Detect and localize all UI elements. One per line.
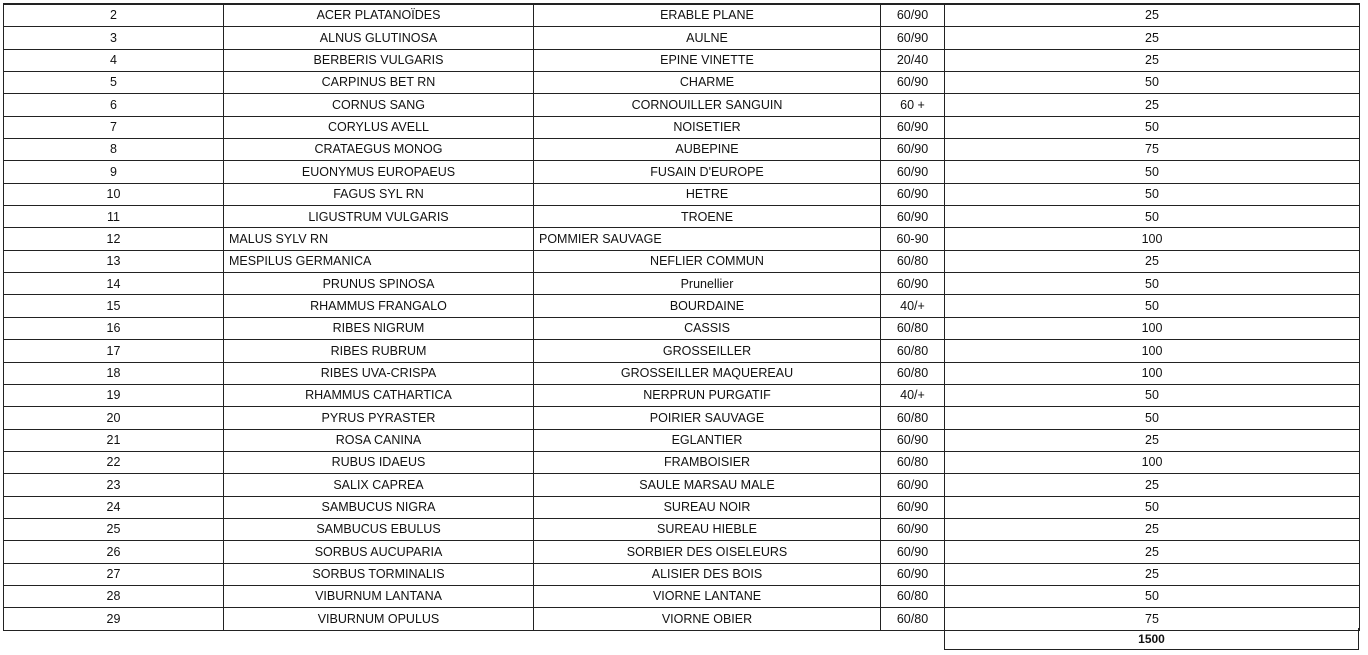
latin-name-cell[interactable]: RHAMMUS CATHARTICA xyxy=(224,384,534,406)
quantity-cell[interactable]: 50 xyxy=(945,183,1360,205)
latin-name-cell[interactable]: MALUS SYLV RN xyxy=(224,228,534,250)
table-row xyxy=(4,273,1360,295)
quantity-cell[interactable]: 25 xyxy=(945,518,1360,540)
row-number-cell[interactable]: 18 xyxy=(4,362,224,384)
size-cell[interactable]: 60 + xyxy=(881,94,945,116)
common-name-cell[interactable]: POIRIER SAUVAGE xyxy=(534,407,881,429)
row-number-cell[interactable]: 16 xyxy=(4,317,224,339)
row-number-cell[interactable]: 13 xyxy=(4,250,224,272)
quantity-cell[interactable]: 25 xyxy=(945,563,1360,585)
common-name-cell[interactable]: BOURDAINE xyxy=(534,295,881,317)
quantity-cell[interactable]: 100 xyxy=(945,362,1360,384)
row-number-cell[interactable]: 25 xyxy=(4,518,224,540)
table-row xyxy=(4,407,1360,429)
common-name-cell[interactable]: CORNOUILLER SANGUIN xyxy=(534,94,881,116)
size-cell[interactable]: 60/90 xyxy=(881,563,945,585)
size-cell[interactable]: 60/90 xyxy=(881,116,945,138)
size-cell[interactable]: 60/80 xyxy=(881,407,945,429)
row-number-cell[interactable]: 23 xyxy=(4,474,224,496)
latin-name-cell[interactable]: RIBES RUBRUM xyxy=(224,340,534,362)
latin-name-cell[interactable]: RUBUS IDAEUS xyxy=(224,451,534,473)
row-number-cell[interactable]: 26 xyxy=(4,541,224,563)
row-number-cell[interactable]: 9 xyxy=(4,161,224,183)
table-row xyxy=(4,474,1360,496)
common-name-cell[interactable]: ERABLE PLANE xyxy=(534,5,881,27)
latin-name-cell[interactable]: RHAMMUS FRANGALO xyxy=(224,295,534,317)
latin-name-cell[interactable]: CARPINUS BET RN xyxy=(224,72,534,94)
row-number-cell[interactable]: 21 xyxy=(4,429,224,451)
size-cell[interactable]: 40/+ xyxy=(881,384,945,406)
table-row xyxy=(4,27,1360,49)
size-cell[interactable]: 60/90 xyxy=(881,541,945,563)
table-row xyxy=(4,116,1360,138)
table-row xyxy=(4,183,1360,205)
table-row xyxy=(4,139,1360,161)
common-name-cell[interactable]: ALISIER DES BOIS xyxy=(534,563,881,585)
common-name-cell[interactable]: EPINE VINETTE xyxy=(534,49,881,71)
row-number-cell[interactable]: 20 xyxy=(4,407,224,429)
quantity-cell[interactable]: 50 xyxy=(945,206,1360,228)
common-name-cell[interactable]: SUREAU HIEBLE xyxy=(534,518,881,540)
table-row xyxy=(4,340,1360,362)
common-name-cell[interactable]: VIORNE LANTANE xyxy=(534,585,881,607)
quantity-cell[interactable]: 50 xyxy=(945,273,1360,295)
plant-order-table xyxy=(3,4,1360,631)
quantity-cell[interactable]: 50 xyxy=(945,384,1360,406)
size-cell[interactable]: 40/+ xyxy=(881,295,945,317)
common-name-cell[interactable]: FUSAIN D'EUROPE xyxy=(534,161,881,183)
common-name-cell[interactable]: CHARME xyxy=(534,72,881,94)
row-number-cell[interactable]: 19 xyxy=(4,384,224,406)
row-number-cell[interactable]: 17 xyxy=(4,340,224,362)
table-row xyxy=(4,161,1360,183)
table-row xyxy=(4,541,1360,563)
size-cell[interactable]: 60/90 xyxy=(881,5,945,27)
row-number-cell[interactable]: 3 xyxy=(4,27,224,49)
latin-name-cell[interactable]: SAMBUCUS EBULUS xyxy=(224,518,534,540)
common-name-cell[interactable]: NOISETIER xyxy=(534,116,881,138)
row-number-cell[interactable]: 8 xyxy=(4,139,224,161)
row-number-cell[interactable]: 7 xyxy=(4,116,224,138)
quantity-cell[interactable]: 50 xyxy=(945,295,1360,317)
latin-name-cell[interactable]: RIBES NIGRUM xyxy=(224,317,534,339)
latin-name-cell[interactable]: SAMBUCUS NIGRA xyxy=(224,496,534,518)
quantity-cell[interactable]: 100 xyxy=(945,340,1360,362)
row-number-cell[interactable]: 28 xyxy=(4,585,224,607)
common-name-cell[interactable]: GROSSEILLER MAQUEREAU xyxy=(534,362,881,384)
table-row xyxy=(4,228,1360,250)
plant-order-table-body xyxy=(4,5,1360,631)
size-cell[interactable]: 60/90 xyxy=(881,183,945,205)
common-name-cell[interactable]: AULNE xyxy=(534,27,881,49)
quantity-cell[interactable]: 50 xyxy=(945,585,1360,607)
common-name-cell[interactable]: Prunellier xyxy=(534,273,881,295)
row-number-cell[interactable]: 5 xyxy=(4,72,224,94)
size-cell[interactable]: 60/90 xyxy=(881,273,945,295)
size-cell[interactable]: 60/80 xyxy=(881,608,945,630)
latin-name-cell[interactable]: PYRUS PYRASTER xyxy=(224,407,534,429)
table-row xyxy=(4,206,1360,228)
quantity-cell[interactable]: 25 xyxy=(945,94,1360,116)
size-cell[interactable]: 60/90 xyxy=(881,429,945,451)
latin-name-cell[interactable]: RIBES UVA-CRISPA xyxy=(224,362,534,384)
quantity-cell[interactable]: 25 xyxy=(945,541,1360,563)
size-cell[interactable]: 60/90 xyxy=(881,206,945,228)
row-number-cell[interactable]: 27 xyxy=(4,563,224,585)
size-cell[interactable]: 60/90 xyxy=(881,72,945,94)
size-cell[interactable]: 60/90 xyxy=(881,161,945,183)
quantity-cell[interactable]: 100 xyxy=(945,317,1360,339)
common-name-cell[interactable]: SUREAU NOIR xyxy=(534,496,881,518)
quantity-cell[interactable]: 50 xyxy=(945,496,1360,518)
common-name-cell[interactable]: HETRE xyxy=(534,183,881,205)
size-cell[interactable]: 60/80 xyxy=(881,451,945,473)
latin-name-cell[interactable]: ROSA CANINA xyxy=(224,429,534,451)
latin-name-cell[interactable]: SORBUS AUCUPARIA xyxy=(224,541,534,563)
quantity-cell[interactable]: 50 xyxy=(945,407,1360,429)
latin-name-cell[interactable]: FAGUS SYL RN xyxy=(224,183,534,205)
size-cell[interactable]: 60/80 xyxy=(881,362,945,384)
size-cell[interactable]: 20/40 xyxy=(881,49,945,71)
table-row xyxy=(4,295,1360,317)
row-number-cell[interactable]: 10 xyxy=(4,183,224,205)
table-row xyxy=(4,429,1360,451)
quantity-cell[interactable]: 25 xyxy=(945,27,1360,49)
table-row xyxy=(4,362,1360,384)
table-row xyxy=(4,250,1360,272)
size-cell[interactable]: 60/80 xyxy=(881,317,945,339)
common-name-cell[interactable]: CASSIS xyxy=(534,317,881,339)
common-name-cell[interactable]: NEFLIER COMMUN xyxy=(534,250,881,272)
common-name-cell[interactable]: AUBEPINE xyxy=(534,139,881,161)
common-name-cell[interactable]: TROENE xyxy=(534,206,881,228)
size-cell[interactable]: 60/90 xyxy=(881,474,945,496)
latin-name-cell[interactable]: MESPILUS GERMANICA xyxy=(224,250,534,272)
quantity-cell[interactable]: 25 xyxy=(945,429,1360,451)
table-row xyxy=(4,94,1360,116)
size-cell[interactable]: 60-90 xyxy=(881,228,945,250)
latin-name-cell[interactable]: LIGUSTRUM VULGARIS xyxy=(224,206,534,228)
size-cell[interactable]: 60/90 xyxy=(881,139,945,161)
row-number-cell[interactable]: 29 xyxy=(4,608,224,630)
quantity-cell[interactable]: 25 xyxy=(945,250,1360,272)
quantity-total-cell[interactable]: 1500 xyxy=(944,628,1359,650)
table-row xyxy=(4,384,1360,406)
latin-name-cell[interactable]: CORYLUS AVELL xyxy=(224,116,534,138)
size-cell[interactable]: 60/80 xyxy=(881,340,945,362)
size-cell[interactable]: 60/80 xyxy=(881,585,945,607)
quantity-cell[interactable]: 100 xyxy=(945,451,1360,473)
table-row xyxy=(4,72,1360,94)
table-row xyxy=(4,451,1360,473)
latin-name-cell[interactable]: VIBURNUM OPULUS xyxy=(224,608,534,630)
latin-name-cell[interactable]: CRATAEGUS MONOG xyxy=(224,139,534,161)
quantity-cell[interactable]: 50 xyxy=(945,161,1360,183)
table-row xyxy=(4,49,1360,71)
common-name-cell[interactable]: GROSSEILLER xyxy=(534,340,881,362)
latin-name-cell[interactable]: PRUNUS SPINOSA xyxy=(224,273,534,295)
common-name-cell[interactable]: POMMIER SAUVAGE xyxy=(534,228,881,250)
latin-name-cell[interactable]: EUONYMUS EUROPAEUS xyxy=(224,161,534,183)
row-number-cell[interactable]: 15 xyxy=(4,295,224,317)
quantity-cell[interactable]: 75 xyxy=(945,139,1360,161)
common-name-cell[interactable]: SORBIER DES OISELEURS xyxy=(534,541,881,563)
row-number-cell[interactable]: 24 xyxy=(4,496,224,518)
latin-name-cell[interactable]: ACER PLATANOÏDES xyxy=(224,5,534,27)
table-row xyxy=(4,496,1360,518)
quantity-cell[interactable]: 75 xyxy=(945,608,1360,630)
table-row xyxy=(4,608,1360,630)
quantity-cell[interactable]: 50 xyxy=(945,72,1360,94)
common-name-cell[interactable]: VIORNE OBIER xyxy=(534,608,881,630)
row-number-cell[interactable]: 6 xyxy=(4,94,224,116)
quantity-cell[interactable]: 100 xyxy=(945,228,1360,250)
latin-name-cell[interactable]: CORNUS SANG xyxy=(224,94,534,116)
latin-name-cell[interactable]: ALNUS GLUTINOSA xyxy=(224,27,534,49)
quantity-cell[interactable]: 25 xyxy=(945,49,1360,71)
quantity-cell[interactable]: 25 xyxy=(945,5,1360,27)
common-name-cell[interactable]: NERPRUN PURGATIF xyxy=(534,384,881,406)
common-name-cell[interactable]: EGLANTIER xyxy=(534,429,881,451)
table-row xyxy=(4,563,1360,585)
table-row xyxy=(4,5,1360,27)
common-name-cell[interactable]: SAULE MARSAU MALE xyxy=(534,474,881,496)
latin-name-cell[interactable]: SALIX CAPREA xyxy=(224,474,534,496)
table-row xyxy=(4,317,1360,339)
size-cell[interactable]: 60/90 xyxy=(881,27,945,49)
latin-name-cell[interactable]: BERBERIS VULGARIS xyxy=(224,49,534,71)
latin-name-cell[interactable]: SORBUS TORMINALIS xyxy=(224,563,534,585)
row-number-cell[interactable]: 11 xyxy=(4,206,224,228)
row-number-cell[interactable]: 22 xyxy=(4,451,224,473)
common-name-cell[interactable]: FRAMBOISIER xyxy=(534,451,881,473)
row-number-cell[interactable]: 2 xyxy=(4,5,224,27)
size-cell[interactable]: 60/80 xyxy=(881,250,945,272)
row-number-cell[interactable]: 14 xyxy=(4,273,224,295)
size-cell[interactable]: 60/90 xyxy=(881,496,945,518)
size-cell[interactable]: 60/90 xyxy=(881,518,945,540)
quantity-cell[interactable]: 50 xyxy=(945,116,1360,138)
row-number-cell[interactable]: 12 xyxy=(4,228,224,250)
table-row xyxy=(4,585,1360,607)
row-number-cell[interactable]: 4 xyxy=(4,49,224,71)
quantity-cell[interactable]: 25 xyxy=(945,474,1360,496)
latin-name-cell[interactable]: VIBURNUM LANTANA xyxy=(224,585,534,607)
table-row xyxy=(4,518,1360,540)
